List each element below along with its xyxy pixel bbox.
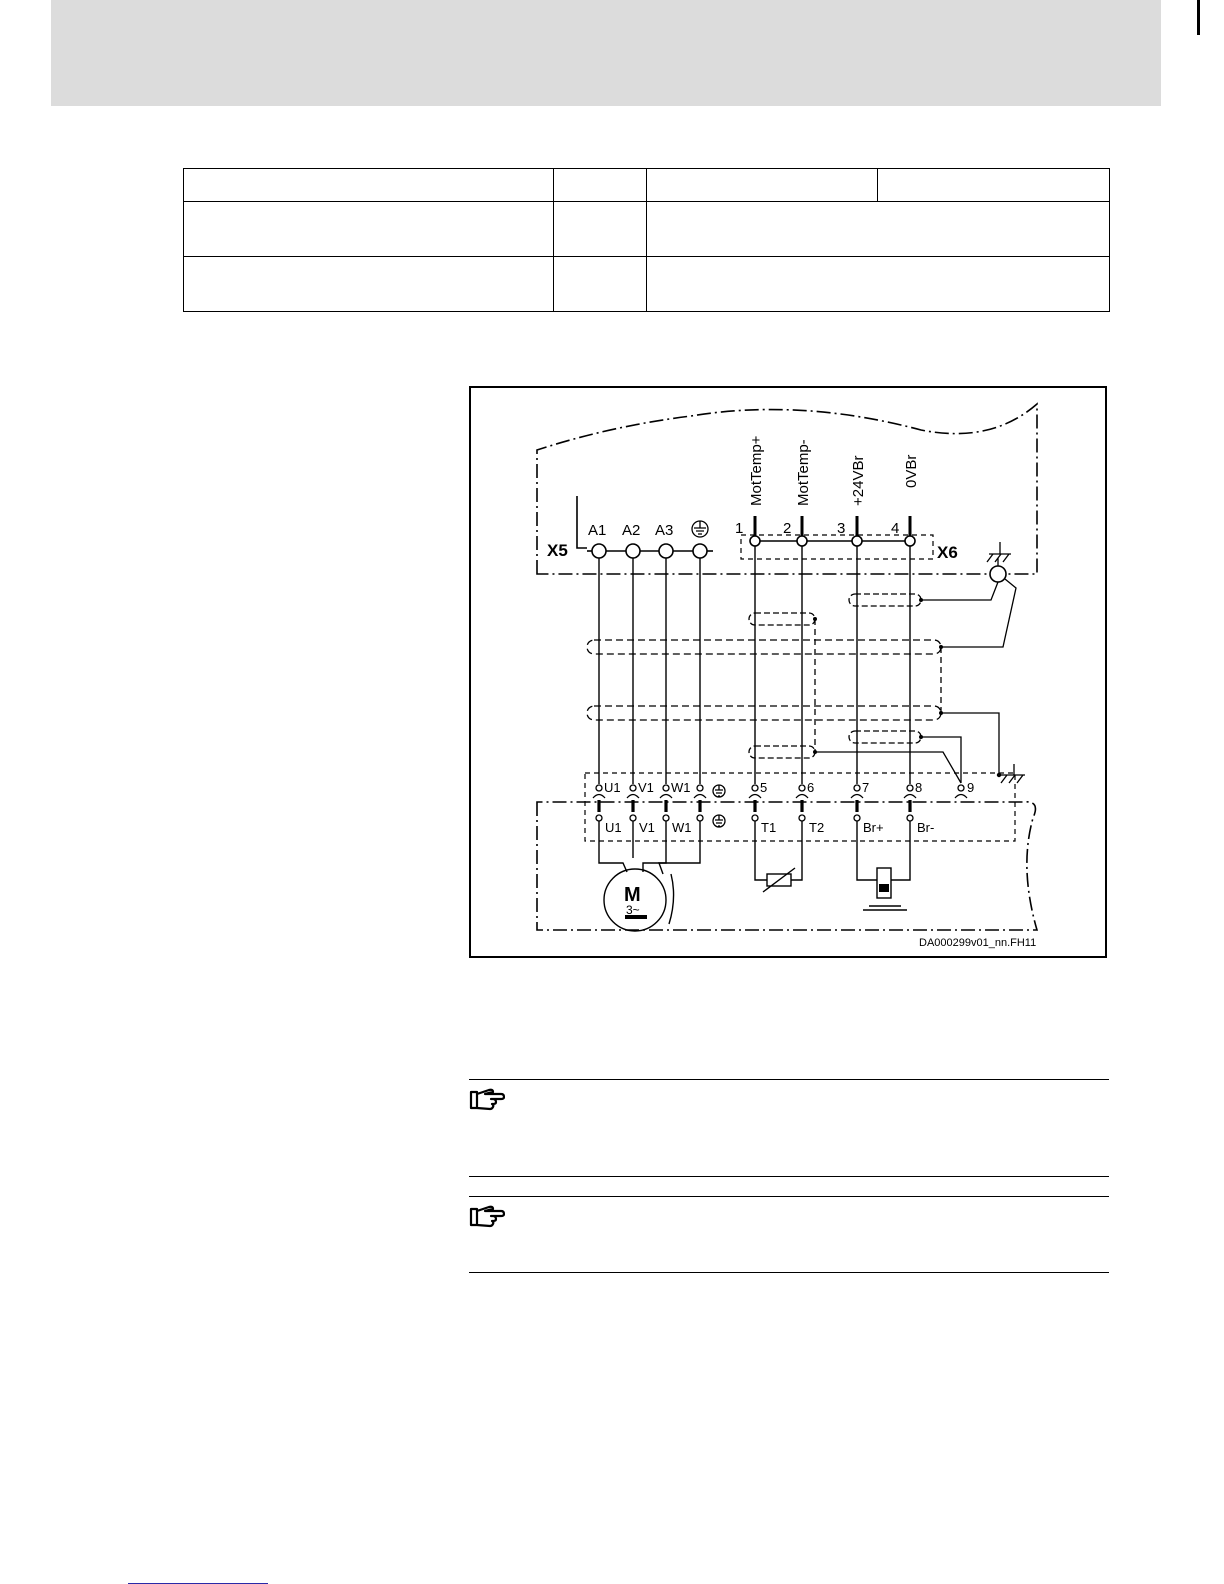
table-cell <box>647 257 1110 312</box>
figure-id: DA000299v01_nn.FH11 <box>919 937 1037 949</box>
wiring-diagram <box>471 388 1105 956</box>
table-cell <box>554 202 647 257</box>
table-cell <box>554 169 647 202</box>
plug-label: V1 <box>639 820 655 835</box>
x5-terminal-pe <box>693 544 707 558</box>
signal-0vbr: 0VBr <box>903 454 920 488</box>
table-cell <box>184 257 554 312</box>
plug-label: U1 <box>604 780 621 795</box>
plug-label: T1 <box>761 820 777 835</box>
x6-terminal-4 <box>905 536 915 546</box>
x6-box <box>741 535 933 559</box>
x5-label: X5 <box>547 541 568 560</box>
x6-pin-number: 4 <box>891 520 900 537</box>
note-box <box>469 1079 1109 1177</box>
signal-mottemp-plus: MotTemp+ <box>748 435 765 506</box>
table-cell <box>184 202 554 257</box>
x6-terminal-1 <box>750 536 760 546</box>
x5-label-a3: A3 <box>655 522 674 539</box>
plug-label: 8 <box>915 780 923 795</box>
x5-bracket <box>577 496 587 548</box>
motor-phase: 3~ <box>626 903 640 917</box>
earth-icon <box>692 521 725 827</box>
plug-label: 9 <box>967 780 975 795</box>
plug-label: T2 <box>809 820 825 835</box>
signal-24vbr: +24VBr <box>850 455 867 506</box>
signal-mottemp-minus: MotTemp- <box>795 439 812 506</box>
header-band <box>51 0 1161 106</box>
plug-label: 7 <box>862 780 870 795</box>
x6-terminal-2 <box>797 536 807 546</box>
motor-letter: M <box>624 884 641 906</box>
drive-outline <box>537 404 1037 574</box>
shield-clamp <box>990 566 1006 582</box>
plug-label: Br+ <box>863 820 884 835</box>
plug-label: V1 <box>638 780 654 795</box>
connection-diagram <box>469 386 1107 958</box>
pointing-hand-icon <box>469 1203 505 1229</box>
plug-label: 5 <box>760 780 768 795</box>
table-header-row <box>184 169 1110 202</box>
plug-label: U1 <box>605 820 622 835</box>
table-cell <box>184 169 554 202</box>
plug-label: W1 <box>672 820 692 835</box>
x6-label: X6 <box>937 543 958 562</box>
table-row <box>184 202 1110 257</box>
table-cell <box>554 257 647 312</box>
x5-label-a1: A1 <box>588 522 607 539</box>
table-row <box>184 257 1110 312</box>
plug-label: Br- <box>917 820 935 835</box>
x6-terminal-3 <box>852 536 862 546</box>
pointing-hand-icon <box>469 1086 505 1112</box>
x5-label-a2: A2 <box>622 522 641 539</box>
spec-table <box>183 168 1110 312</box>
plug-label: 6 <box>807 780 815 795</box>
x5-terminal-a1 <box>592 544 606 558</box>
header-marker <box>1197 0 1200 35</box>
table-cell <box>647 202 1110 257</box>
table-cell <box>647 169 878 202</box>
plug-label: W1 <box>671 780 691 795</box>
x5-terminal-a2 <box>626 544 640 558</box>
note-box <box>469 1196 1109 1273</box>
table-cell <box>878 169 1110 202</box>
x6-pin-number: 2 <box>783 520 792 537</box>
x5-terminal-a3 <box>659 544 673 558</box>
x6-pin-number: 3 <box>837 520 846 537</box>
x6-pin-number: 1 <box>735 520 744 537</box>
